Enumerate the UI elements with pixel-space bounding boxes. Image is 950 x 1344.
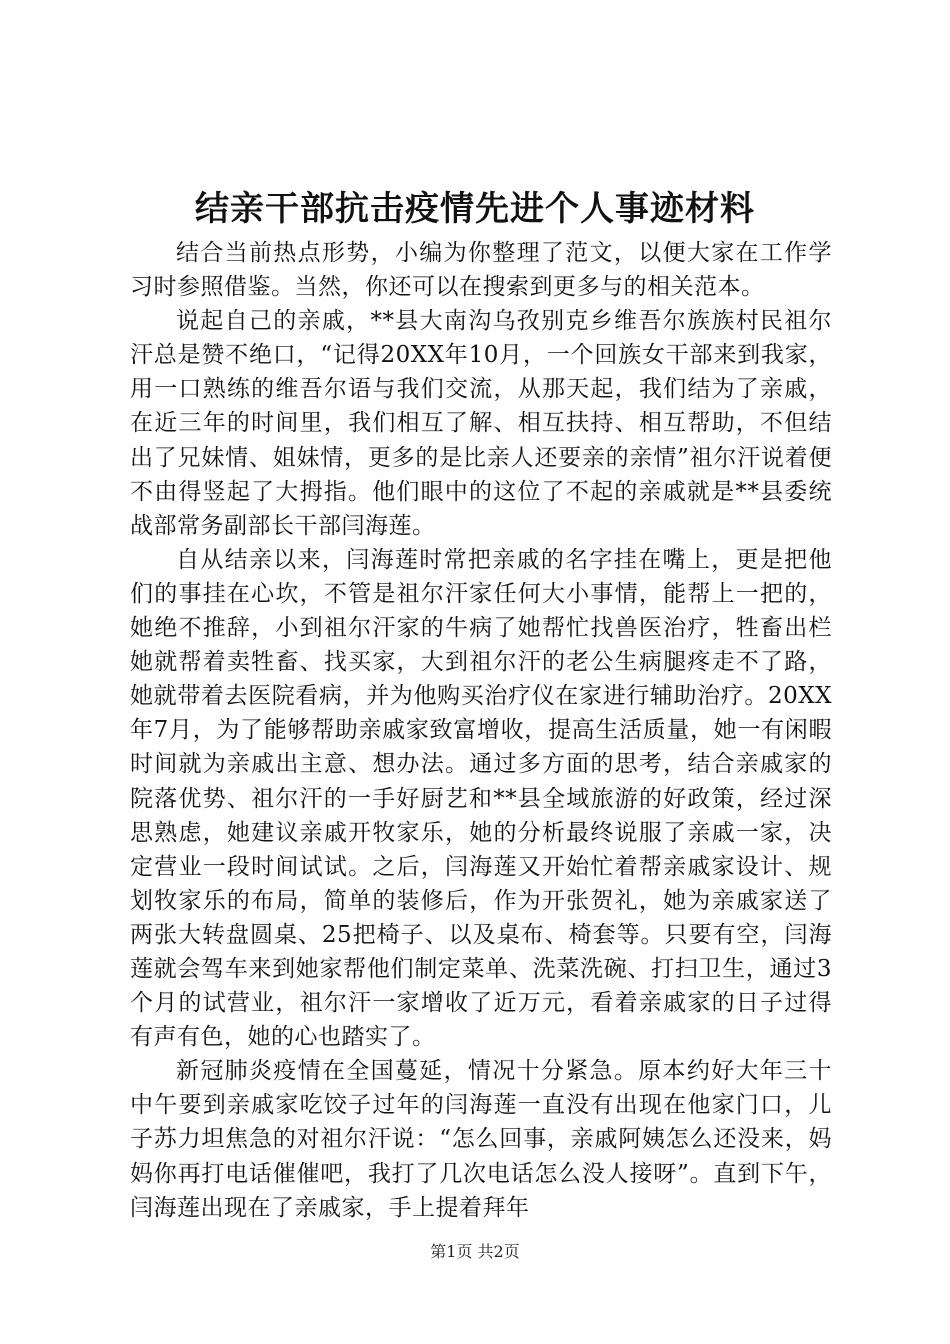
paragraph-intro: 结合当前热点形势，小编为你整理了范文，以便大家在工作学习时参照借鉴。当然，你还可以在搜索到更多与的相关范本。 [130,240,832,301]
document-body [130,236,832,1225]
document-title: 结亲干部抗击疫情先进个人事迹材料 [195,189,755,229]
paragraph-help: 自从结亲以来，闫海莲时常把亲戚的名字挂在嘴上，更是把他们的事挂在心坎，不管是祖尔汗家任何大小事情，能帮上一把的，她绝不推辞，小到祖尔汗家的牛病了她帮忙找兽医治疗，牲畜出栏她就帮着卖牲畜、找买家，大到祖尔汗的老公生病腿疼走不了路，她就带着去医院看病，并为他购买治疗仪在家进行辅助治疗。20XX年7月，为了能够帮助亲戚家致富增收，提高生活质量，她一有闲暇时间就为亲戚出主意、想办法。通过多方面的思考，结合亲戚家的院落优势、祖尔汗的一手好厨艺和**县全域旅游的好政策，经过深思熟虑，她建议亲戚开牧家乐，她的分析最终说服了亲戚一家，决定营业一段时间试试。之后，闫海莲又开始忙着帮亲戚家设计、规划牧家乐的布局，简单的装修后，作为开张贺礼，她为亲戚家送了两张大转盘圆桌、25把椅子、以及桌布、椅套等。只要有空，闫海莲就会驾车来到她家帮他们制定菜单、洗菜洗碗、打扫卫生，通过3个月的试营业，祖尔汗一家增收了近万元，看着亲戚家的日子过得有声有色，她的心也踏实了。 [130,546,832,1051]
page-number: 第1页 共2页 [430,1242,520,1261]
paragraph-relatives: 说起自己的亲戚，**县大南沟乌孜别克乡维吾尔族族村民祖尔汗总是赞不绝口，“记得20XX年10月，一个回族女干部来到我家，用一口熟练的维吾尔语与我们交流，从那天起，我们结为了亲戚，在近三年的时间里，我们相互了解、相互扶持、相互帮助，不但结出了兄妹情、姐妹情，更多的是比亲人还要亲的亲情”祖尔汗说着便不由得竖起了大拇指。他们眼中的这位了不起的亲戚就是**县委统战部常务副部长干部闫海莲。 [130,308,832,539]
paragraph-epidemic: 新冠肺炎疫情在全国蔓延，情况十分紧急。原本约好大年三十中午要到亲戚家吃饺子过年的闫海莲一直没有出现在他家门口，儿子苏力坦焦急的对祖尔汗说：“怎么回事，亲戚阿姨怎么还没来，妈妈你再打电话催催吧，我打了几次电话怎么没人接呀”。直到下午，闫海莲出现在了亲戚家，手上提着拜年 [130,1058,832,1221]
